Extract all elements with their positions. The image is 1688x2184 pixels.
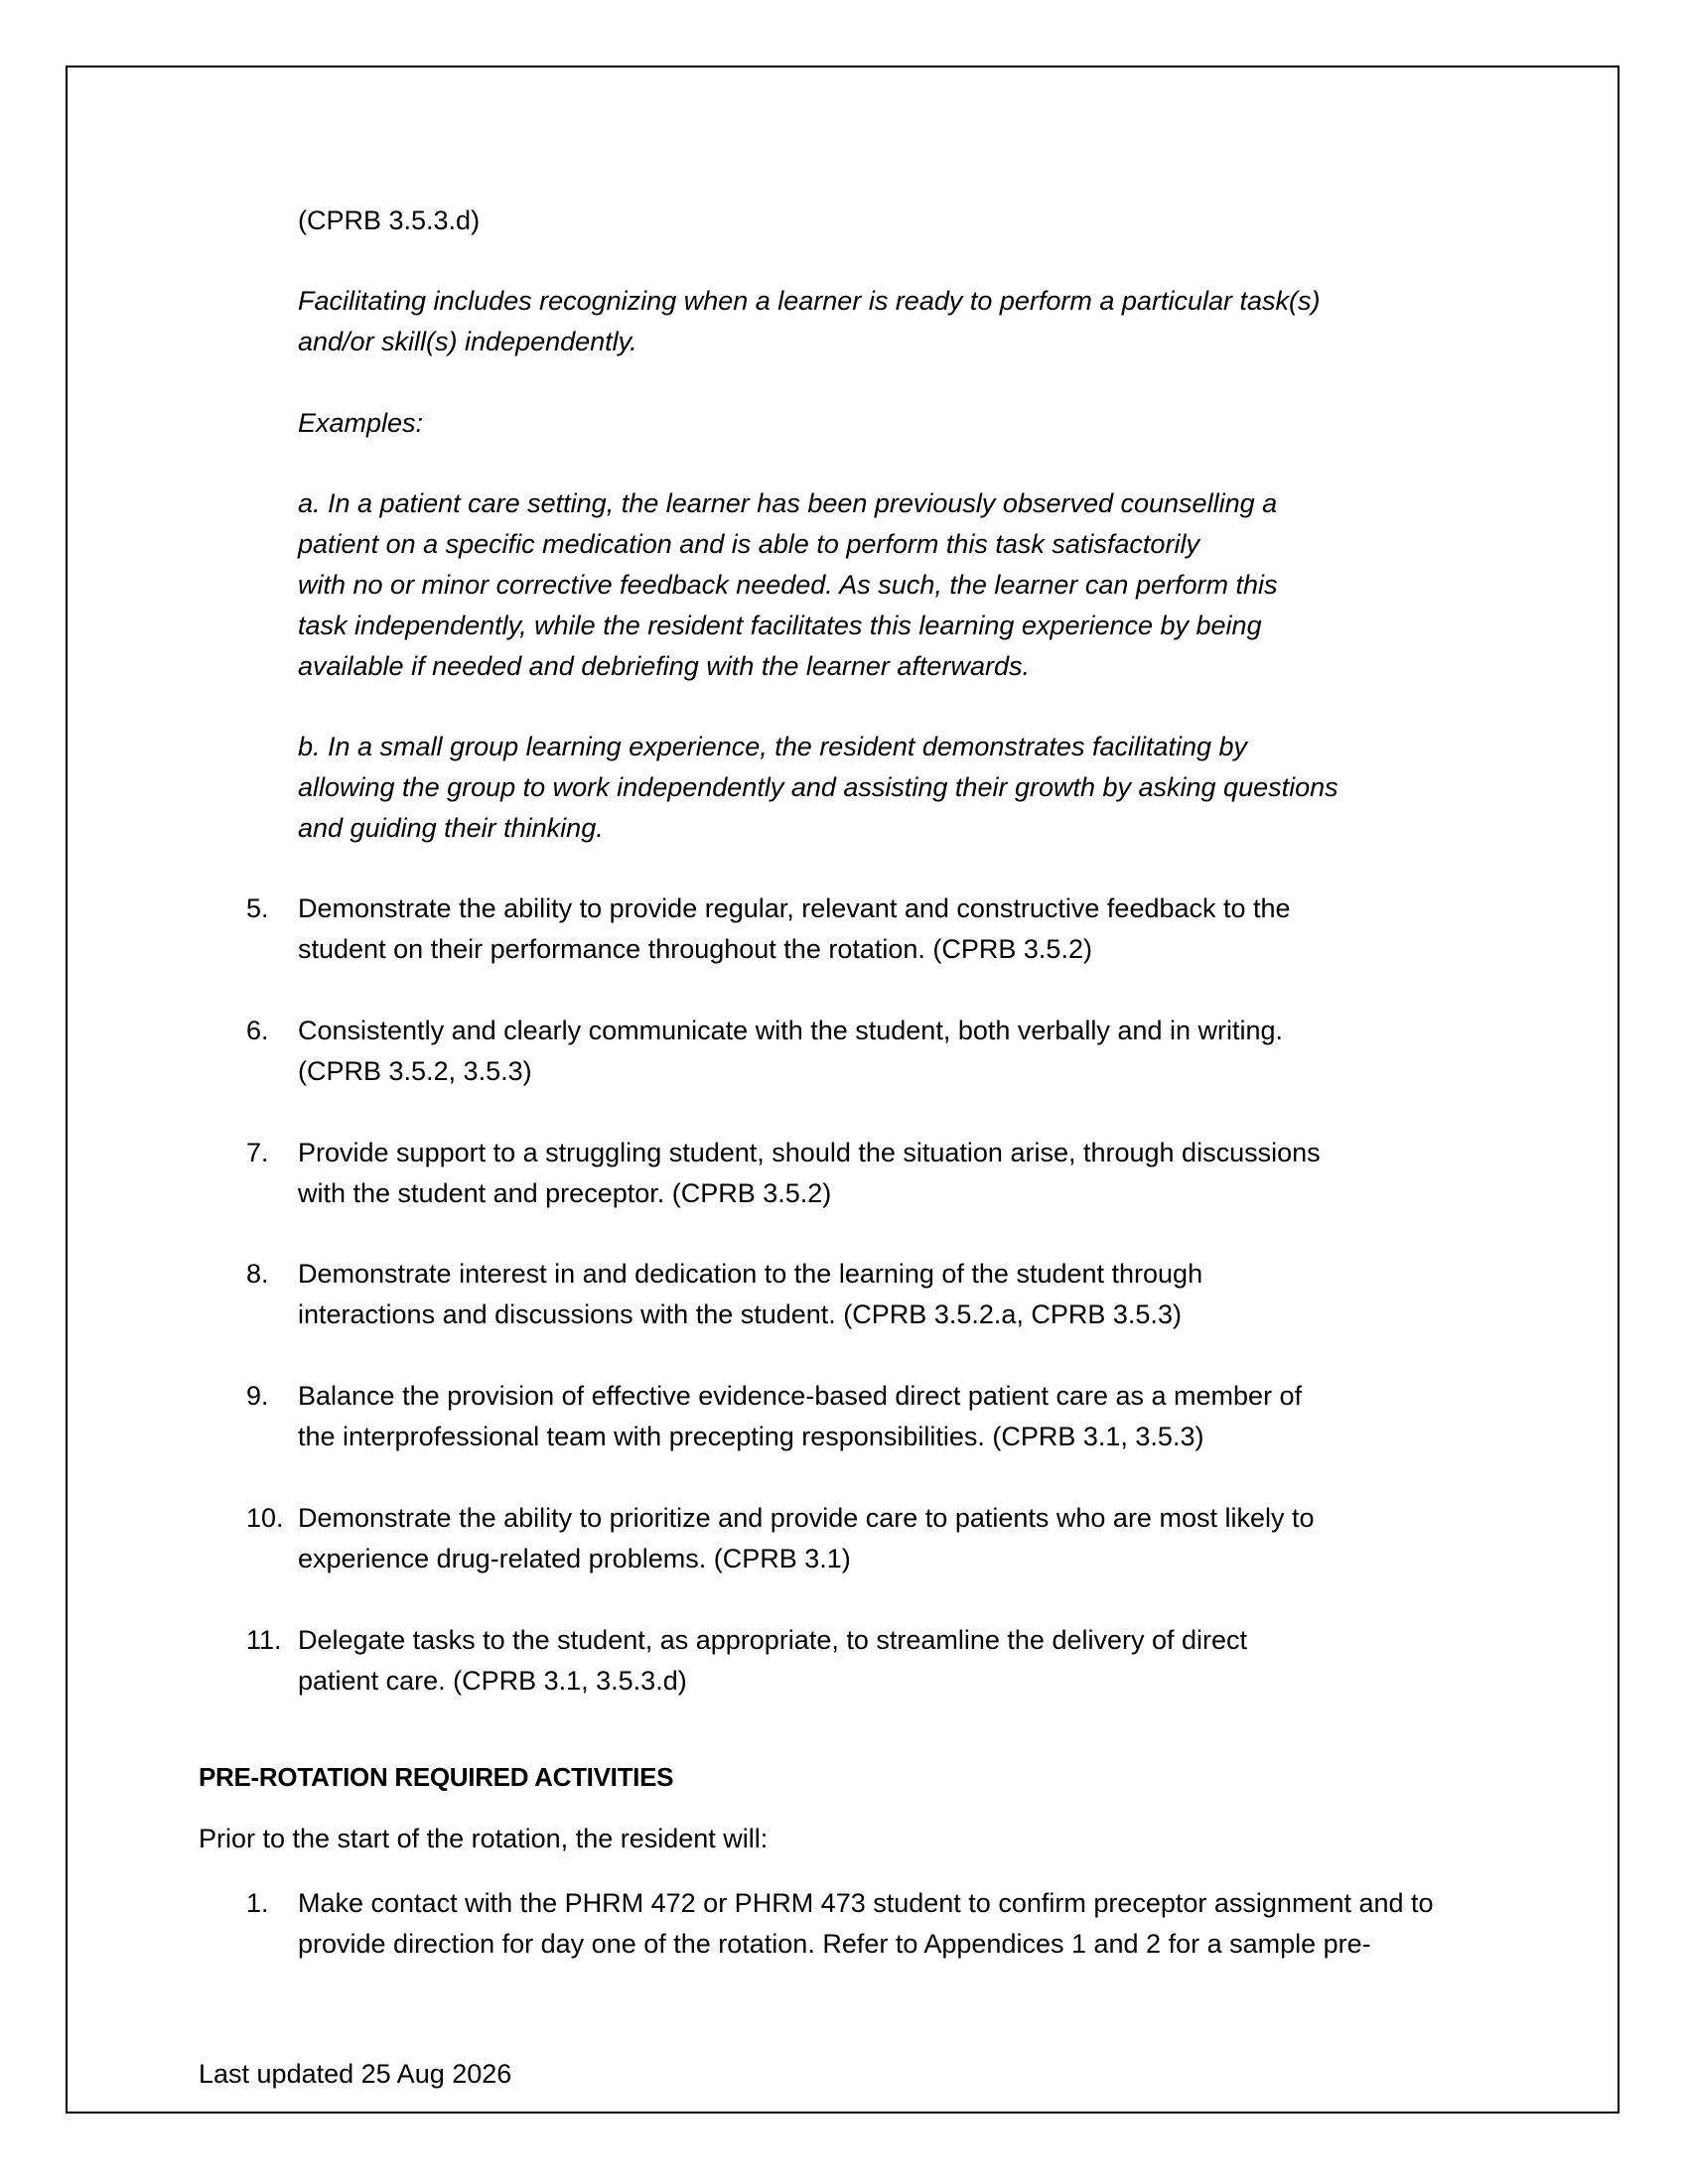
list-number: 11. [246,1625,282,1655]
last-updated-footer: Last updated 25 Aug 2026 [199,2059,512,2089]
list-number: 6. [246,1016,269,1045]
example-a-line-5: available if needed and debriefing with the learner afterwards. [298,651,1030,681]
example-a-line-1: a. In a patient care setting, the learner has been previously observed counselling a [298,488,1278,518]
example-a-line-2: patient on a specific medication and is able to perform this task satisfactorily [298,529,1199,559]
section-intro: Prior to the start of the rotation, the resident will: [199,1824,769,1853]
list-item-line-1: Balance the provision of effective evidence-based direct patient care as a member of [298,1381,1303,1411]
example-a-line-3: with no or minor corrective feedback needed. As such, the learner can perform this [298,570,1278,600]
list-item-line-1: Provide support to a struggling student, should the situation arise, through discussions [298,1138,1321,1167]
list-number: 8. [246,1259,269,1289]
list-item-line-2: (CPRB 3.5.2, 3.5.3) [298,1056,532,1086]
facilitating-line-1: Facilitating includes recognizing when a learner is ready to perform a particular task(s) [298,286,1321,316]
list-item-line-2: the interprofessional team with precepting responsibilities. (CPRB 3.1, 3.5.3) [298,1422,1204,1451]
section-heading: PRE-ROTATION REQUIRED ACTIVITIES [199,1762,674,1792]
example-a-line-4: task independently, while the resident facilitates this learning experience by being [298,611,1262,640]
example-b-line-1: b. In a small group learning experience, the resident demonstrates facilitating by [298,732,1248,761]
list-number: 10. [246,1503,284,1533]
list-item-line-1: Consistently and clearly communicate with the student, both verbally and in writing. [298,1016,1283,1045]
examples-label: Examples: [298,408,424,438]
list-item-line-1: Demonstrate the ability to provide regular, relevant and constructive feedback to the [298,893,1291,923]
list-number: 7. [246,1138,269,1167]
list-number: 9. [246,1381,269,1411]
example-b-line-2: allowing the group to work independently and assisting their growth by asking questions [298,772,1338,802]
list-item-line-1: Demonstrate the ability to prioritize and provide care to patients who are most likely to [298,1503,1315,1533]
list-item-line-1: Demonstrate interest in and dedication to the learning of the student through [298,1259,1203,1289]
list-item-line-2: student on their performance throughout the rotation. (CPRB 3.5.2) [298,934,1092,964]
example-b-line-3: and guiding their thinking. [298,813,604,843]
list-item-line-2: experience drug-related problems. (CPRB 3.1) [298,1544,851,1573]
cprb-reference: (CPRB 3.5.3.d) [298,205,481,235]
list-item-line-2: interactions and discussions with the student. (CPRB 3.5.2.a, CPRB 3.5.3) [298,1299,1182,1329]
list-item-line-2: with the student and preceptor. (CPRB 3.5.2) [298,1178,832,1208]
list-number: 5. [246,893,269,923]
list-item-line-2: patient care. (CPRB 3.1, 3.5.3.d) [298,1666,687,1696]
facilitating-line-2: and/or skill(s) independently. [298,327,637,356]
list-number: 1. [246,1888,269,1918]
list-item-line-2: provide direction for day one of the rotation. Refer to Appendices 1 and 2 for a sample pre- [298,1929,1371,1959]
list-item-line-1: Delegate tasks to the student, as appropriate, to streamline the delivery of direct [298,1625,1248,1655]
list-item-line-1: Make contact with the PHRM 472 or PHRM 473 student to confirm preceptor assignment and to [298,1888,1434,1918]
